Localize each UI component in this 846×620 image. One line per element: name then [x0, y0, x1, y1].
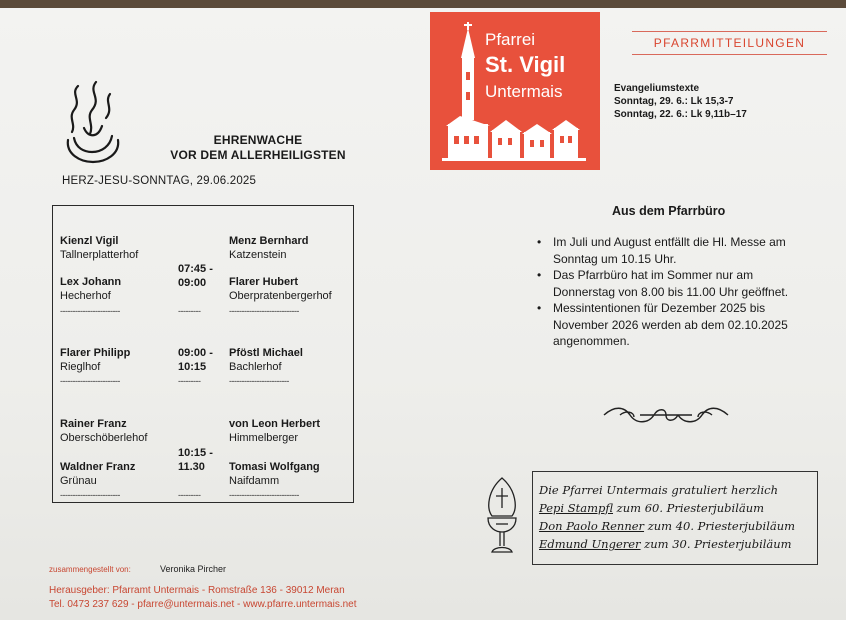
jubilarian-name: Don Paolo Renner	[539, 519, 645, 533]
ehrenwache-date: HERZ-JESU-SONNTAG, 29.06.2025	[62, 175, 257, 187]
congrats-line	[539, 518, 795, 535]
ehrenwache-title	[138, 133, 378, 163]
congrats-line	[539, 500, 764, 517]
farm-name: Naifdamm	[229, 475, 280, 487]
farm-name: Grünau	[60, 475, 97, 487]
time-slot	[178, 446, 213, 474]
contact-line: Tel. 0473 237 629 - pfarre@untermais.net - www.pfarre.untermais.net	[49, 599, 357, 610]
gospel-title: Evangeliumstexte	[614, 83, 700, 94]
congratulations-box	[532, 471, 818, 565]
compiled-by-name: Veronika Pircher	[160, 564, 227, 574]
jubilee-text: zum 30. Priesterjubiläum	[640, 537, 792, 551]
separator-line: ----------------------------	[229, 306, 299, 316]
office-notices	[535, 234, 815, 350]
time-end: 10:15	[178, 361, 207, 373]
jubilee-text: zum 60. Priesterjubiläum	[613, 501, 765, 515]
flame-icon	[62, 80, 124, 166]
jubilarian-name: Pepi Stampfl	[539, 501, 614, 515]
schedule-entry	[60, 275, 121, 303]
farm-name: Tallnerplatterhof	[60, 249, 139, 261]
person-name: Flarer Philipp	[60, 347, 131, 359]
person-name: Rainer Franz	[60, 418, 127, 430]
separator-line: ---------	[178, 376, 201, 386]
compiled-by-label: zusammengestellt von:	[49, 565, 131, 574]
brand-line-pfarrei: Pfarrei	[485, 30, 536, 49]
person-name: Menz Bernhard	[229, 235, 309, 247]
gospel-texts	[614, 82, 747, 121]
farm-name: Oberpratenbergerhof	[229, 290, 332, 302]
schedule-entry	[229, 275, 332, 303]
schedule-entry	[60, 234, 138, 262]
notice-item: • Das Pfarrbüro hat im Sommer nur am Donnerstag von 8.00 bis 11.00 Uhr geöffnet.	[535, 267, 815, 300]
schedule-entry	[229, 460, 320, 488]
person-name: Kienzl Vigil	[60, 235, 119, 247]
farm-name: Himmelberger	[229, 432, 299, 444]
parish-logo	[430, 12, 600, 170]
schedule-entry	[60, 417, 147, 445]
time-slot	[178, 262, 213, 290]
time-end: 09:00	[178, 277, 207, 289]
jubilee-text: zum 40. Priesterjubiläum	[644, 519, 796, 533]
time-start: 10:15 -	[178, 447, 213, 459]
schedule-entry	[60, 346, 130, 374]
header-label: PFARRMITTEILUNGEN	[632, 31, 827, 55]
time-start: 09:00 -	[178, 347, 213, 359]
farm-name: Katzenstein	[229, 249, 287, 261]
farm-name: Hecherhof	[60, 290, 111, 302]
person-name: Tomasi Wolfgang	[229, 461, 320, 473]
time-end: 11.30	[178, 461, 205, 473]
time-slot	[178, 346, 213, 374]
person-name: Flarer Hubert	[229, 276, 299, 288]
congrats-line	[539, 536, 792, 553]
person-name: Pföstl Michael	[229, 347, 303, 359]
person-name: Waldner Franz	[60, 461, 136, 473]
person-name: von Leon Herbert	[229, 418, 321, 430]
separator-line: ------------------------	[229, 376, 289, 386]
schedule-entry	[229, 234, 308, 262]
schedule-entry	[229, 417, 320, 445]
notice-item: • Im Juli und August entfällt die Hl. Messe am Sonntag um 10.15 Uhr.	[535, 234, 815, 267]
schedule-entry	[229, 346, 303, 374]
time-start: 07:45 -	[178, 263, 213, 275]
farm-name: Rieglhof	[60, 361, 101, 373]
ehrenwache-title-line2: VOR DEM ALLERHEILIGSTEN	[170, 148, 346, 162]
ornament-divider-icon	[600, 402, 732, 428]
person-name: Lex Johann	[60, 276, 122, 288]
publisher-line: Herausgeber: Pfarramt Untermais - Romstraße 136 - 39012 Meran	[49, 585, 345, 596]
brand-line-st-vigil: St. Vigil	[485, 52, 566, 77]
separator-line: ----------------------------	[229, 490, 299, 500]
jubilarian-name: Edmund Ungerer	[539, 537, 641, 551]
farm-name: Oberschöberlehof	[60, 432, 148, 444]
gospel-line: Sonntag, 22. 6.: Lk 9,11b–17	[614, 109, 747, 120]
separator-line: ------------------------	[60, 306, 120, 316]
brand-line-untermais: Untermais	[485, 82, 563, 101]
separator-line: ---------	[178, 490, 201, 500]
farm-name: Bachlerhof	[229, 361, 282, 373]
notice-item: • Messintentionen für Dezember 2025 bis November 2026 werden ab dem 02.10.2025 angenommen.	[535, 300, 815, 350]
chalice-icon	[482, 476, 522, 558]
ehrenwache-title-line1: EHRENWACHE	[213, 133, 303, 147]
separator-line: ------------------------	[60, 490, 120, 500]
schedule-table	[52, 205, 354, 503]
congrats-intro: Die Pfarrei Untermais gratuliert herzlich	[539, 483, 779, 497]
gospel-line: Sonntag, 29. 6.: Lk 15,3-7	[614, 96, 734, 107]
separator-line: ------------------------	[60, 376, 120, 386]
separator-line: ---------	[178, 306, 201, 316]
office-heading: Aus dem Pfarrbüro	[612, 204, 726, 218]
schedule-entry	[60, 460, 135, 488]
